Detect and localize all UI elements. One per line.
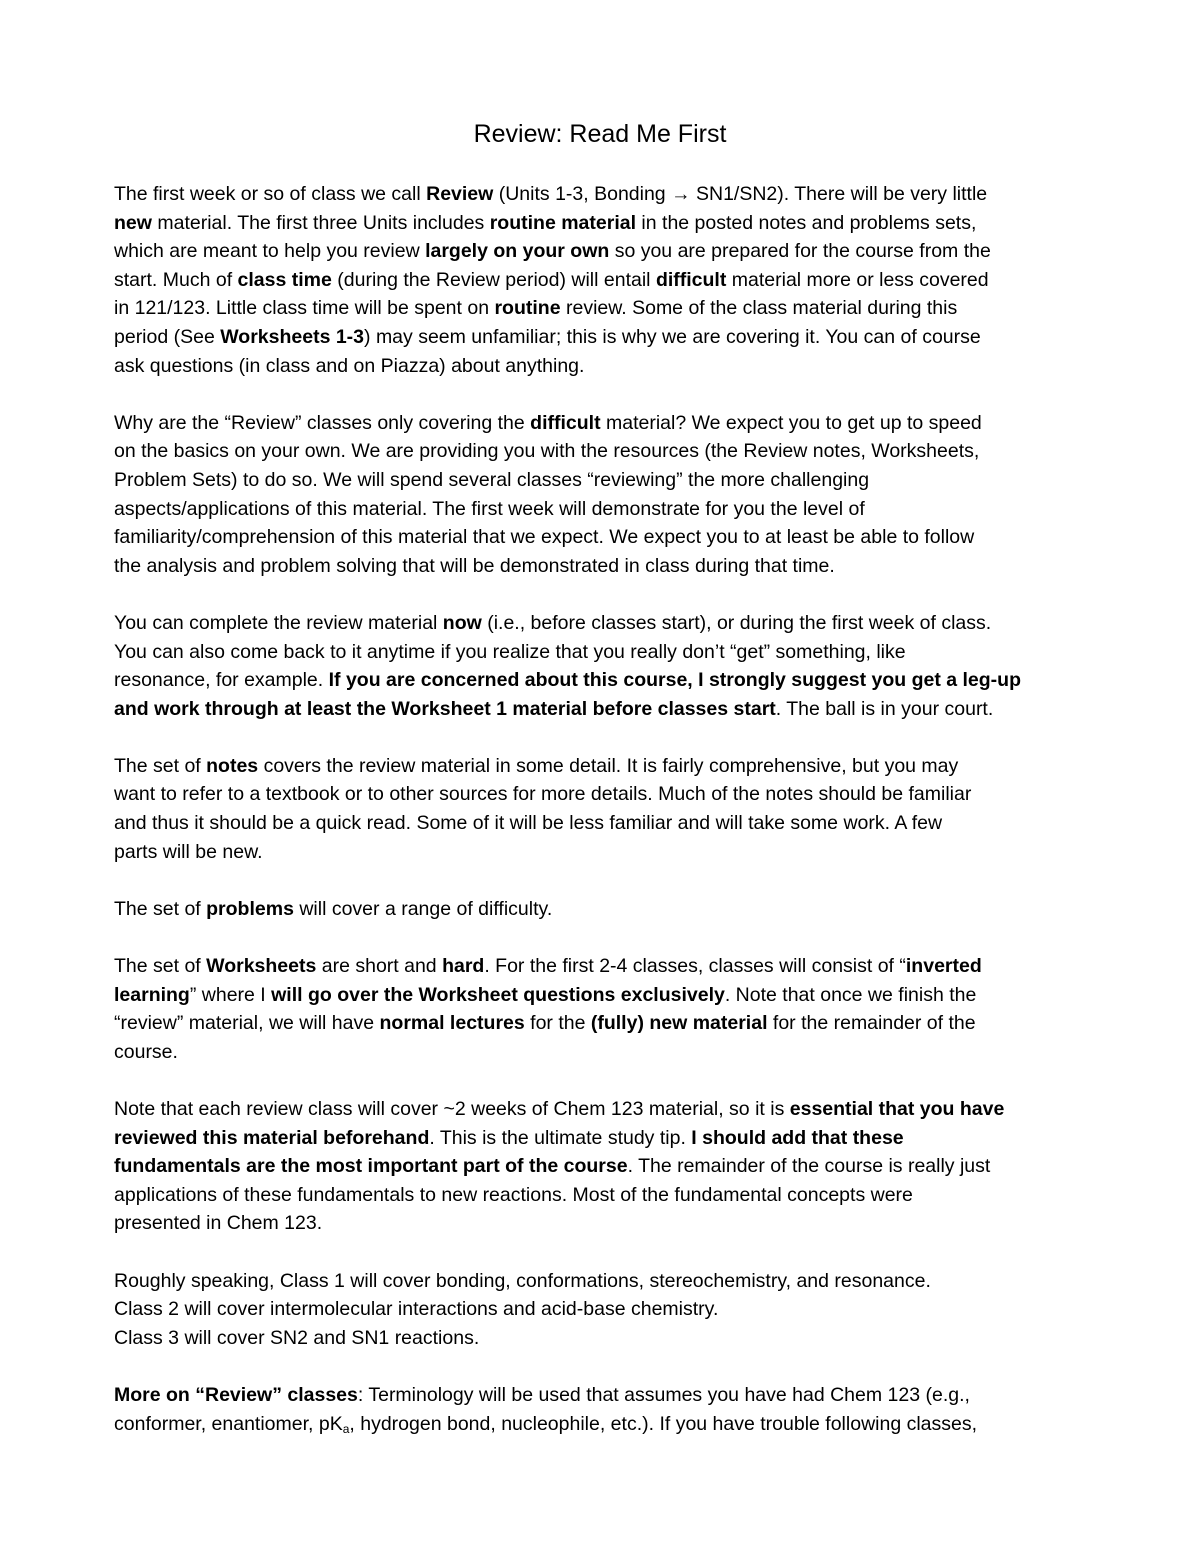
paragraph-class-schedule: [114, 1267, 1104, 1353]
text-line: period (See Worksheets 1-3) may seem unfamiliar; this is why we are covering it. You can of course: [114, 325, 981, 348]
paragraph-complete-now: [114, 609, 1104, 723]
text-line: You can also come back to it anytime if you realize that you really don’t “get” something, like: [114, 640, 906, 663]
paragraph-review-intro: [114, 180, 1104, 380]
paragraph-more-on-review: [114, 1381, 1104, 1438]
text-line: The set of problems will cover a range of difficulty.: [114, 897, 553, 920]
text-line: Note that each review class will cover ~2 weeks of Chem 123 material, so it is essential that you have: [114, 1098, 1005, 1120]
text-line: parts will be new.: [114, 840, 263, 863]
text-line: Why are the “Review” classes only covering the difficult material? We expect you to get up to speed: [114, 411, 982, 434]
paragraph-problems: [114, 895, 1104, 924]
text-line: ask questions (in class and on Piazza) about anything.: [114, 354, 585, 377]
text-line: The set of notes covers the review material in some detail. It is fairly comprehensive, but you may: [114, 754, 959, 777]
text-line: start. Much of class time (during the Review period) will entail difficult material more or less covered: [114, 268, 989, 291]
document-body: [114, 180, 1104, 1438]
text-line: applications of these fundamentals to new reactions. Most of the fundamental concepts were: [114, 1183, 913, 1206]
text-line: familiarity/comprehension of this material that we expect. We expect you to at least be able to follow: [114, 526, 975, 549]
text-line: reviewed this material beforehand. This is the ultimate study tip. I should add that these: [114, 1126, 904, 1149]
text-line: and work through at least the Worksheet 1 material before classes start. The ball is in your court.: [114, 697, 994, 720]
text-line: aspects/applications of this material. The first week will demonstrate for you the level of: [114, 497, 865, 520]
text-line: want to refer to a textbook or to other sources for more details. Much of the notes should be familiar: [114, 783, 972, 806]
text-line: on the basics on your own. We are providing you with the resources (the Review notes, Worksheets,: [114, 440, 980, 463]
text-line: and thus it should be a quick read. Some of it will be less familiar and will take some work. A few: [114, 812, 943, 835]
text-line: Class 2 will cover intermolecular interactions and acid-base chemistry.: [114, 1298, 719, 1321]
text-line: resonance, for example. If you are concerned about this course, I strongly suggest you get a leg-up: [114, 669, 1021, 692]
paragraph-notes: [114, 752, 1104, 866]
text-line: in 121/123. Little class time will be spent on routine review. Some of the class material during this: [114, 297, 958, 320]
text-line: More on “Review” classes: Terminology will be used that assumes you have had Chem 123 (e.g.,: [114, 1383, 970, 1406]
text-line: Roughly speaking, Class 1 will cover bonding, conformations, stereochemistry, and resonance.: [114, 1269, 931, 1292]
text-line: course.: [114, 1040, 178, 1063]
paragraph-why-review: [114, 409, 1104, 581]
text-line: The set of Worksheets are short and hard. For the first 2-4 classes, classes will consist of “inverted: [114, 955, 982, 978]
text-line: “review” material, we will have normal lectures for the (fully) new material for the remainder of the: [114, 1012, 976, 1035]
document-title: Review: Read Me First: [473, 120, 727, 148]
text-line: The first week or so of class we call Review (Units 1-3, Bonding → SN1/SN2). There will be very little: [114, 183, 988, 205]
text-line: conformer, enantiomer, $pK_a$, hydrogen bond, nucleophile, etc.). If you have trouble following classes,: [114, 1412, 978, 1436]
text-line: the analysis and problem solving that will be demonstrated in class during that time.: [114, 554, 835, 577]
text-line: new material. The first three Units includes routine material in the posted notes and problems sets,: [114, 211, 977, 234]
text-line: You can complete the review material now (i.e., before classes start), or during the first week of class.: [114, 611, 992, 634]
paragraph-worksheets: [114, 952, 1104, 1066]
text-line: presented in Chem 123.: [114, 1212, 323, 1235]
text-line: which are meant to help you review largely on your own so you are prepared for the course from the: [114, 240, 991, 263]
paragraph-study-tip: [114, 1095, 1104, 1238]
text-line: Class 3 will cover SN2 and SN1 reactions.: [114, 1326, 480, 1349]
text-line: fundamentals are the most important part of the course. The remainder of the course is really just: [114, 1155, 991, 1178]
text-line: learning” where I will go over the Worksheet questions exclusively. Note that once we finish the: [114, 983, 977, 1006]
text-line: Problem Sets) to do so. We will spend several classes “reviewing” the more challenging: [114, 468, 870, 491]
